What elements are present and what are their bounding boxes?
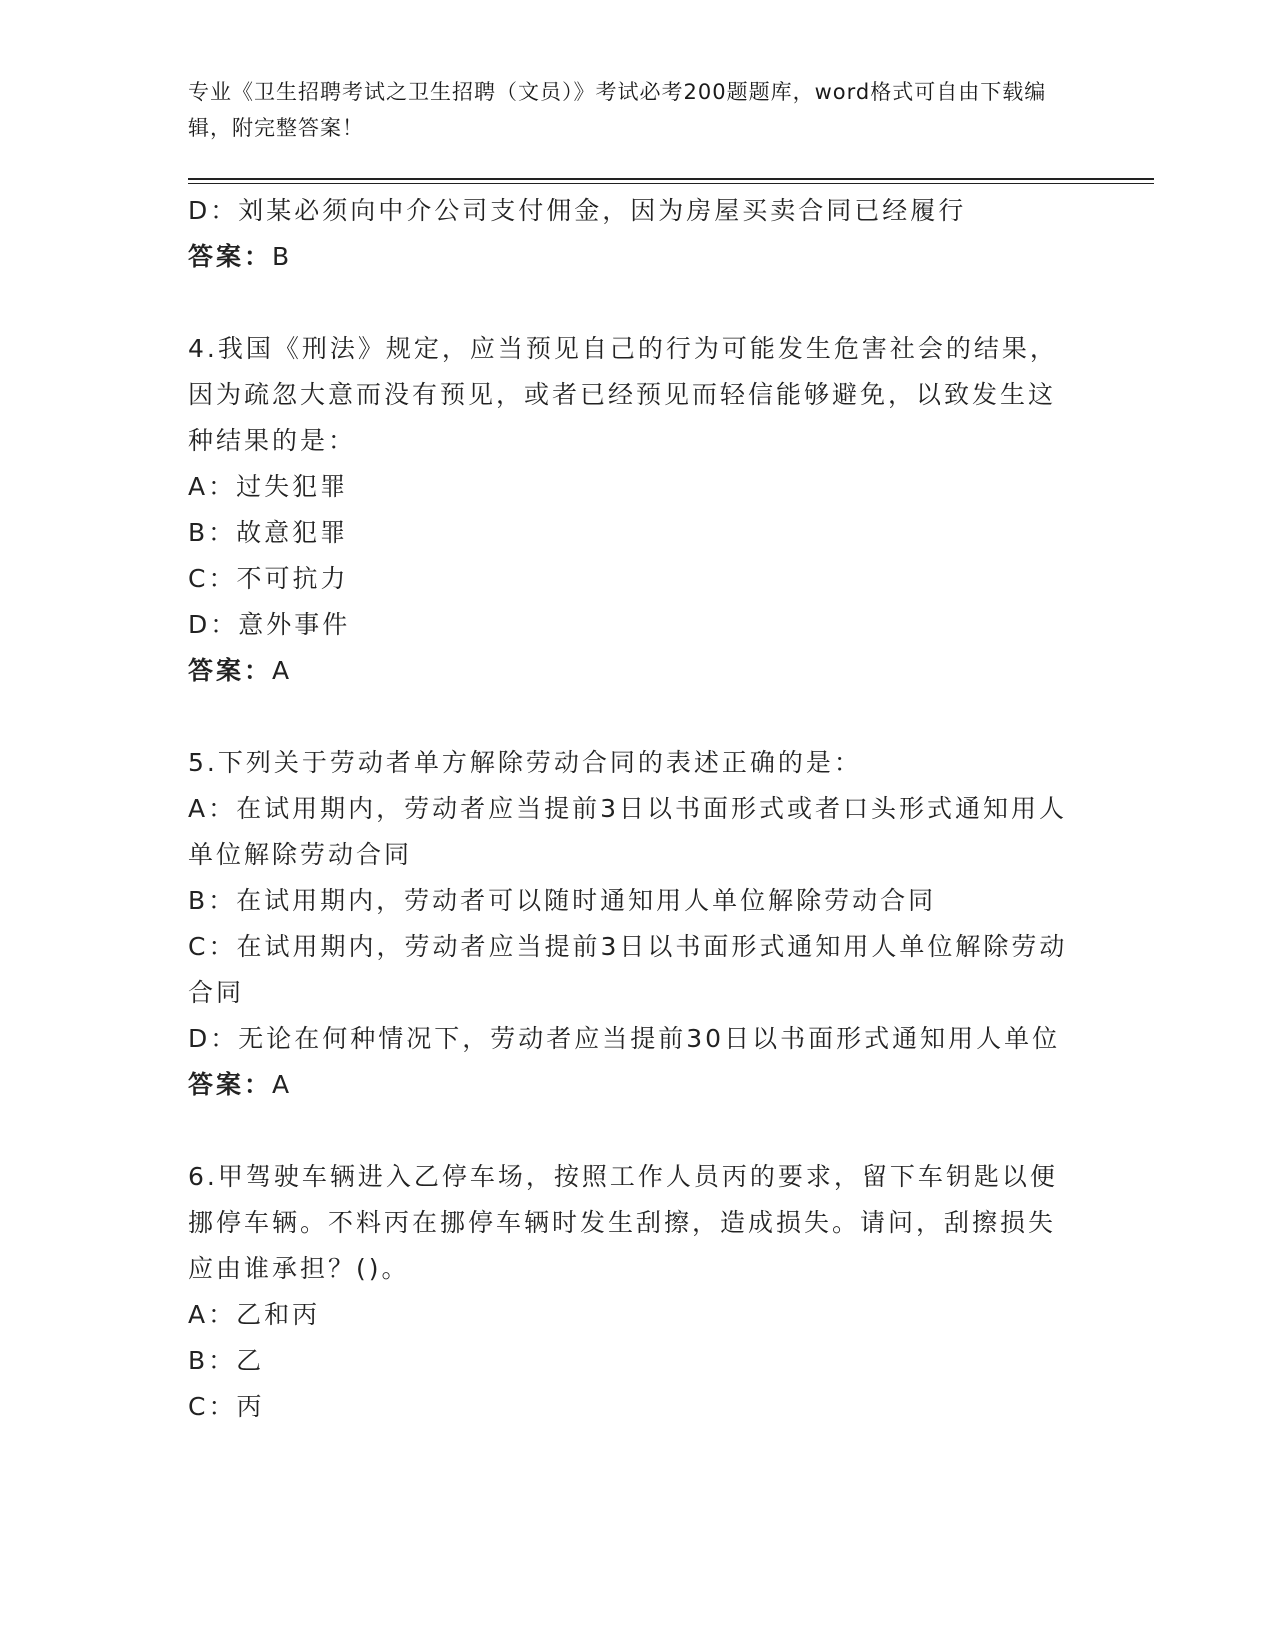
- option-b: B：故意犯罪: [188, 518, 349, 547]
- spacer: [188, 694, 1068, 740]
- answer-label: 答案：: [188, 656, 273, 685]
- answer-line: [188, 234, 1068, 280]
- option-d: D：意外事件: [188, 610, 351, 639]
- option-a: A：过失犯罪: [188, 472, 349, 501]
- question-block-6: [188, 1154, 1068, 1430]
- option-c: C：丙: [188, 1392, 265, 1421]
- option-d: D：刘某必须向中介公司支付佣金，因为房屋买卖合同已经履行: [188, 196, 967, 225]
- question-text: 6.甲驾驶车辆进入乙停车场，按照工作人员丙的要求，留下车钥匙以便挪停车辆。不料丙在挪停车辆时发生刮擦，造成损失。请问，刮擦损失应由谁承担？()。: [188, 1162, 1058, 1283]
- spacer: [188, 1108, 1068, 1154]
- question-block-5: [188, 740, 1068, 1108]
- header-text: 专业《卫生招聘考试之卫生招聘（文员）》考试必考200题题库，word格式可自由下载编辑，附完整答案！: [188, 80, 1047, 140]
- option-c: C：在试用期内，劳动者应当提前3日以书面形式通知用人单位解除劳动合同: [188, 932, 1068, 1007]
- option-a: A：在试用期内，劳动者应当提前3日以书面形式或者口头形式通知用人单位解除劳动合同: [188, 794, 1068, 869]
- question-block-4: [188, 326, 1068, 694]
- answer-label: 答案：: [188, 242, 273, 271]
- option-a: A：乙和丙: [188, 1300, 321, 1329]
- answer-line: [188, 1062, 1068, 1108]
- spacer: [188, 280, 1068, 326]
- answer-value: B: [272, 242, 293, 271]
- answer-label: 答案：: [188, 1070, 273, 1099]
- option-c: C：不可抗力: [188, 564, 349, 593]
- option-b: B：乙: [188, 1346, 265, 1375]
- answer-value: A: [272, 1070, 293, 1099]
- question-text: 4.我国《刑法》规定，应当预见自己的行为可能发生危害社会的结果，因为疏忽大意而没有预见，或者已经预见而轻信能够避免，以致发生这种结果的是：: [188, 334, 1058, 455]
- option-b: B：在试用期内，劳动者可以随时通知用人单位解除劳动合同: [188, 886, 937, 915]
- answer-line: [188, 648, 1068, 694]
- question-list: [188, 188, 1068, 1430]
- question-text: 5.下列关于劳动者单方解除劳动合同的表述正确的是：: [188, 748, 862, 777]
- answer-value: A: [272, 656, 293, 685]
- header-divider: [188, 178, 1154, 184]
- option-d: D：无论在何种情况下，劳动者应当提前30日以书面形式通知用人单位: [188, 1024, 1061, 1053]
- question-block-3: [188, 188, 1068, 280]
- document-header: [188, 74, 1068, 146]
